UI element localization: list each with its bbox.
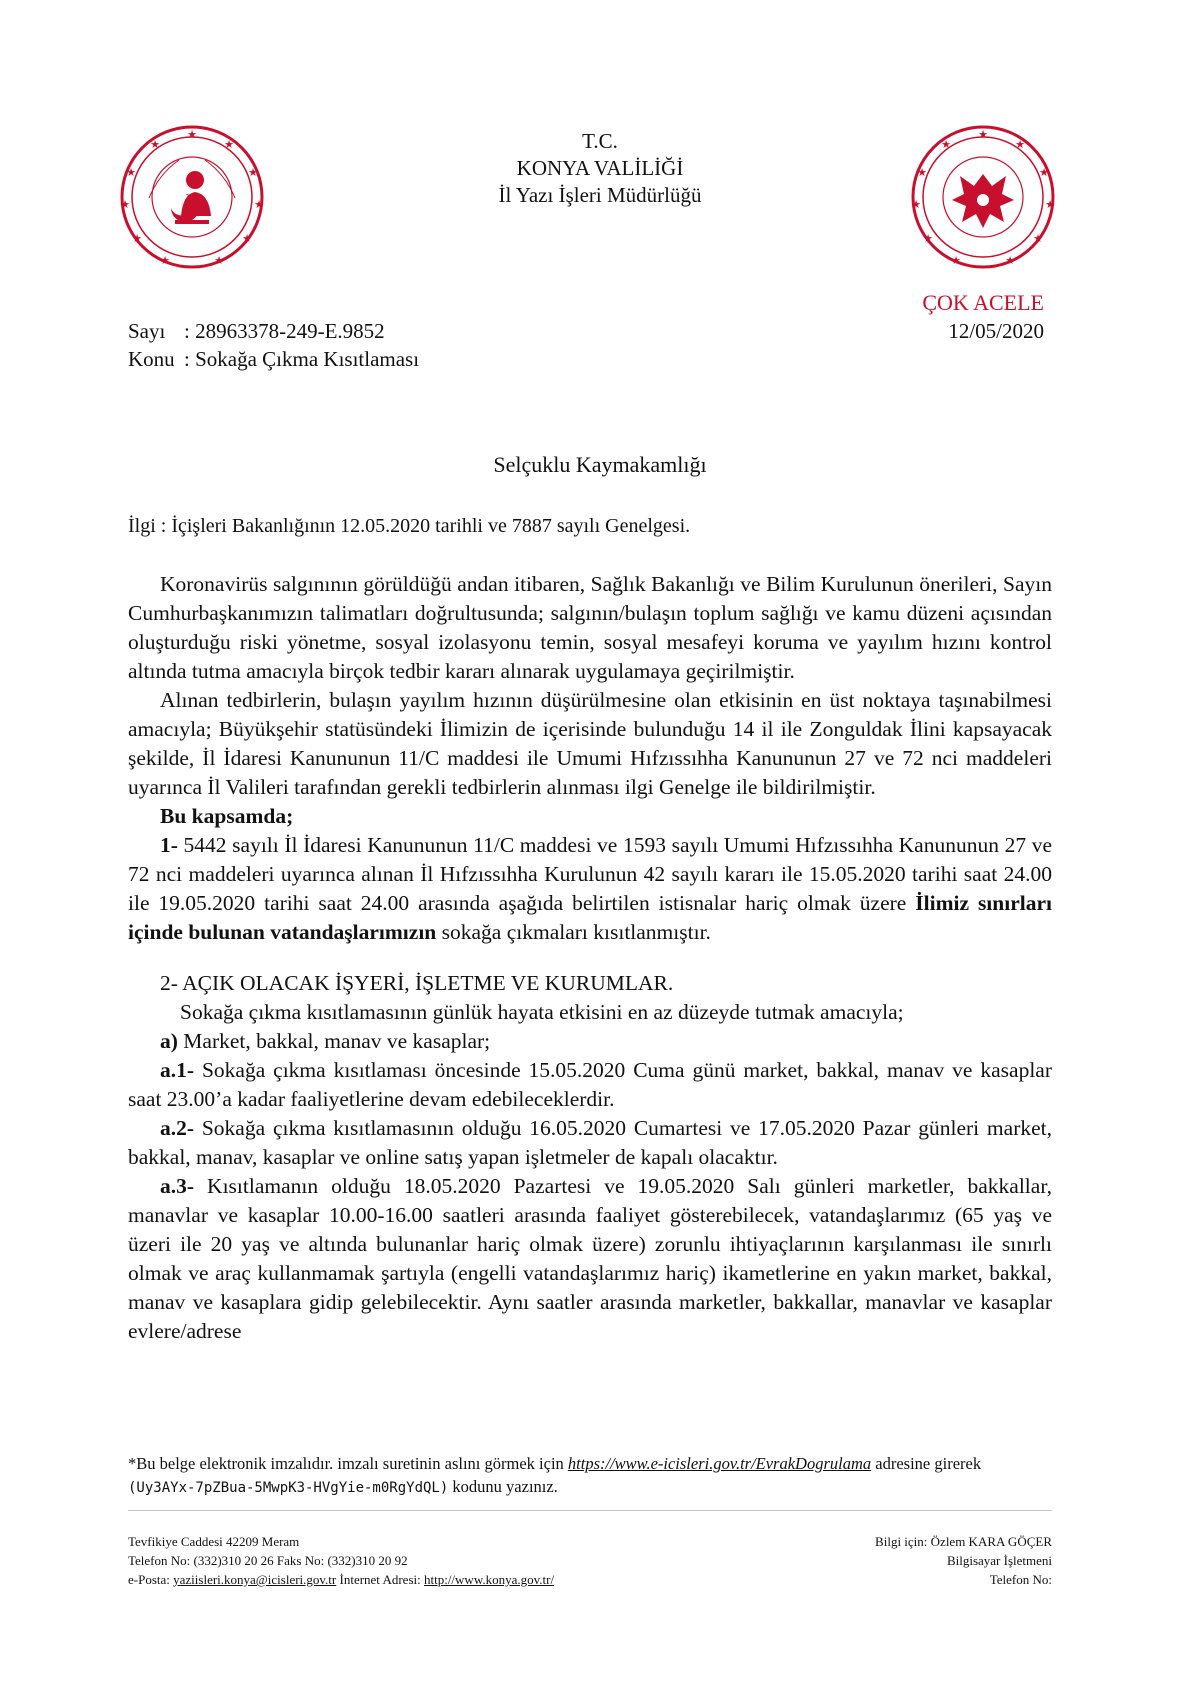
svg-text:★: ★ xyxy=(1033,232,1043,245)
footer-divider xyxy=(128,1510,1052,1511)
contact-phone: Telefon No: xyxy=(989,1572,1052,1587)
sayi-value: : 28963378-249-E.9852 xyxy=(184,319,385,343)
item-1-text-b: sokağa çıkmaları kısıtlanmıştır. xyxy=(436,920,711,944)
svg-text:★: ★ xyxy=(224,138,234,151)
svg-text:★: ★ xyxy=(1039,166,1049,179)
svg-text:★: ★ xyxy=(978,128,988,141)
paragraph-gap xyxy=(128,947,1052,969)
svg-text:★: ★ xyxy=(941,138,951,151)
item-1-number: 1- xyxy=(160,833,178,857)
footer-web xyxy=(128,1570,554,1589)
svg-text:★: ★ xyxy=(254,198,264,211)
item-a2-text: Sokağa çıkma kısıtlamasının olduğu 16.05.2020 Cumartesi ve 17.05.2020 Pazar günleri market, bakkal, manav, kasaplar ve online satış yapan işletmeler de kapalı olacaktır. xyxy=(128,1116,1052,1169)
svg-text:★: ★ xyxy=(150,138,160,151)
scope-heading: Bu kapsamda; xyxy=(160,804,294,828)
footer-contact xyxy=(128,1532,554,1589)
item-a3-text: Kısıtlamanın olduğu 18.05.2020 Pazartesi ve 19.05.2020 Salı günleri marketler, bakkallar, manavlar ve kasaplar 10.00-16.00 saatleri arasında faaliyet gösterebilecek, vatandaşlarımız (65 yaş ve üzeri ile 20 yaş ve altında bulunanlar hariç olmak üzere) zorunlu ihtiyaçlarının karşılanması ile sınırlı olmak ve araç kullanmamak şartıyla (engelli vatandaşlarımız hariç) ikametlerine en yakın market, bakkal, manav ve kasaplara gidip gelebilecektir. Aynı saatler arasında marketler, bakkallar, manavlar ve kasaplar evlere/adrese xyxy=(128,1174,1052,1343)
footer-info xyxy=(875,1532,1052,1589)
web-label: İnternet Adresi: xyxy=(336,1572,424,1587)
footer-address: Tevfikiye Caddesi 42209 Meram xyxy=(128,1534,300,1549)
item-a3-number: a.3- xyxy=(160,1174,195,1198)
reference-number xyxy=(128,319,385,344)
email-label: e-Posta: xyxy=(128,1572,174,1587)
svg-text:★: ★ xyxy=(1005,254,1015,267)
paragraph-1: Koronavirüs salgınının görüldüğü andan itibaren, Sağlık Bakanlığı ve Bilim Kurulunun önerileri, Sayın Cumhurbaşkanımızın talimatları doğrultusunda; salgının/bulaşın toplum sağlığı ve kamu düzeni açısından oluşturduğu riski yönetme, sosyal izolasyonu temin, sosyal mesafeyi koruma ve yayılım hızını kontrol altında tutma amacıyla birçok tedbir kararı alınarak uygulamaya geçirilmiştir. xyxy=(128,572,1052,683)
item-a1-text: Sokağa çıkma kısıtlaması öncesinde 15.05.2020 Cuma günü market, bakkal, manav ve kasaplar saat 23.00’a kadar faaliyetlerine devam edebileceklerdir. xyxy=(128,1058,1052,1111)
urgency-label: ÇOK ACELE xyxy=(922,290,1044,315)
svg-text:★: ★ xyxy=(1045,198,1055,211)
footnote-text-3: kodunu yazınız. xyxy=(448,1477,558,1496)
verification-code: (Uy3AYx-7pZBua-5MwpK3-HVgYie-m0RgYdQL) xyxy=(128,1480,449,1496)
footer-phone: Telefon No: (332)310 20 26 Faks No: (332)310 20 92 xyxy=(128,1553,408,1568)
svg-text:★: ★ xyxy=(120,198,130,211)
item-a-text: Market, bakkal, manav ve kasaplar; xyxy=(177,1029,491,1053)
contact-title: Bilgisayar İşletmeni xyxy=(946,1553,1052,1568)
svg-text:★: ★ xyxy=(187,128,197,141)
svg-text:★: ★ xyxy=(911,198,921,211)
paragraph-10 xyxy=(128,1172,1052,1346)
subject-line xyxy=(128,347,419,372)
paragraph-6: Sokağa çıkma kısıtlamasının günlük hayata etkisini en az düzeyde tutmak amacıyla; xyxy=(180,1000,904,1024)
footnote-text-1: *Bu belge elektronik imzalıdır. imzalı suretinin aslını görmek için xyxy=(128,1454,568,1473)
paragraph-2: Alınan tedbirlerin, bulaşın yayılım hızının düşürülmesine olan etkisinin en üst noktaya taşınabilmesi amacıyla; Büyükşehir statüsündeki İlimizin de içerisinde bulunduğu 14 il ile Zonguldak İlini kapsayacak şekilde, İl İdaresi Kanununun 11/C maddesi ile Umumi Hıfzıssıhha Kanununun 27 ve 72 nci maddeleri uyarınca İl Valileri tarafından gerekli tedbirlerin alınması ilgi Genelge ile bildirilmiştir. xyxy=(128,688,1052,799)
item-a1-number: a.1- xyxy=(160,1058,195,1082)
item-a-number: a) xyxy=(160,1029,178,1053)
verification-link[interactable]: https://www.e-icisleri.gov.tr/EvrakDogrulama xyxy=(567,1454,872,1473)
section-2-heading: 2- AÇIK OLACAK İŞYERİ, İŞLETME VE KURUMLAR. xyxy=(160,971,674,995)
svg-text:★: ★ xyxy=(923,232,933,245)
department-name: İl Yazı İşleri Müdürlüğü xyxy=(498,183,702,207)
svg-text:★: ★ xyxy=(132,232,142,245)
letter-body xyxy=(128,570,1052,1346)
country-abbrev: T.C. xyxy=(582,129,618,153)
konu-label: Konu xyxy=(128,347,175,371)
svg-text:★: ★ xyxy=(214,254,224,267)
email-link[interactable]: yaziisleri.konya@icisleri.gov.tr xyxy=(173,1572,337,1587)
paragraph-3 xyxy=(128,802,1052,831)
institution-name: KONYA VALİLİĞİ xyxy=(516,156,684,180)
svg-text:★: ★ xyxy=(248,166,258,179)
website-link[interactable]: http://www.konya.gov.tr/ xyxy=(423,1572,555,1587)
document-date: 12/05/2020 xyxy=(948,319,1044,343)
item-1-bold: İlimiz sınırları içinde bulunan vatandaşlarımızın xyxy=(128,891,1052,944)
paragraph-7 xyxy=(128,1027,1052,1056)
e-signature-note xyxy=(128,1452,1052,1500)
recipient: Selçuklu Kaymakamlığı xyxy=(493,452,707,477)
contact-person: Bilgi için: Özlem KARA GÖÇER xyxy=(875,1534,1052,1549)
svg-text:★: ★ xyxy=(951,254,961,267)
item-1-text-a: 5442 sayılı İl İdaresi Kanununun 11/C maddesi ve 1593 sayılı Umumi Hıfzıssıhha Kanununun 27 ve 72 nci maddeleri uyarınca alınan İl Hıfzıssıhha Kurulunun 42 sayılı kararı ile 15.05.2020 tarihi saat 24.00 ile 19.05.2020 tarihi saat 24.00 arasında aşağıda belirtilen istisnalar hariç olmak üzere xyxy=(128,833,1052,915)
paragraph-4 xyxy=(128,831,1052,947)
reference-line: İlgi : İçişleri Bakanlığının 12.05.2020 tarihli ve 7887 sayılı Genelgesi. xyxy=(128,515,691,537)
paragraph-9 xyxy=(128,1114,1052,1172)
svg-text:★: ★ xyxy=(242,232,252,245)
svg-text:★: ★ xyxy=(126,166,136,179)
svg-text:★: ★ xyxy=(160,254,170,267)
paragraph-8 xyxy=(128,1056,1052,1114)
svg-text:★: ★ xyxy=(1015,138,1025,151)
letterhead xyxy=(0,128,1200,209)
item-a2-number: a.2- xyxy=(160,1116,195,1140)
footnote-text-2: adresine girerek xyxy=(871,1454,982,1473)
konu-value: : Sokağa Çıkma Kısıtlaması xyxy=(184,347,420,371)
svg-text:★: ★ xyxy=(917,166,927,179)
sayi-label: Sayı xyxy=(128,319,166,343)
